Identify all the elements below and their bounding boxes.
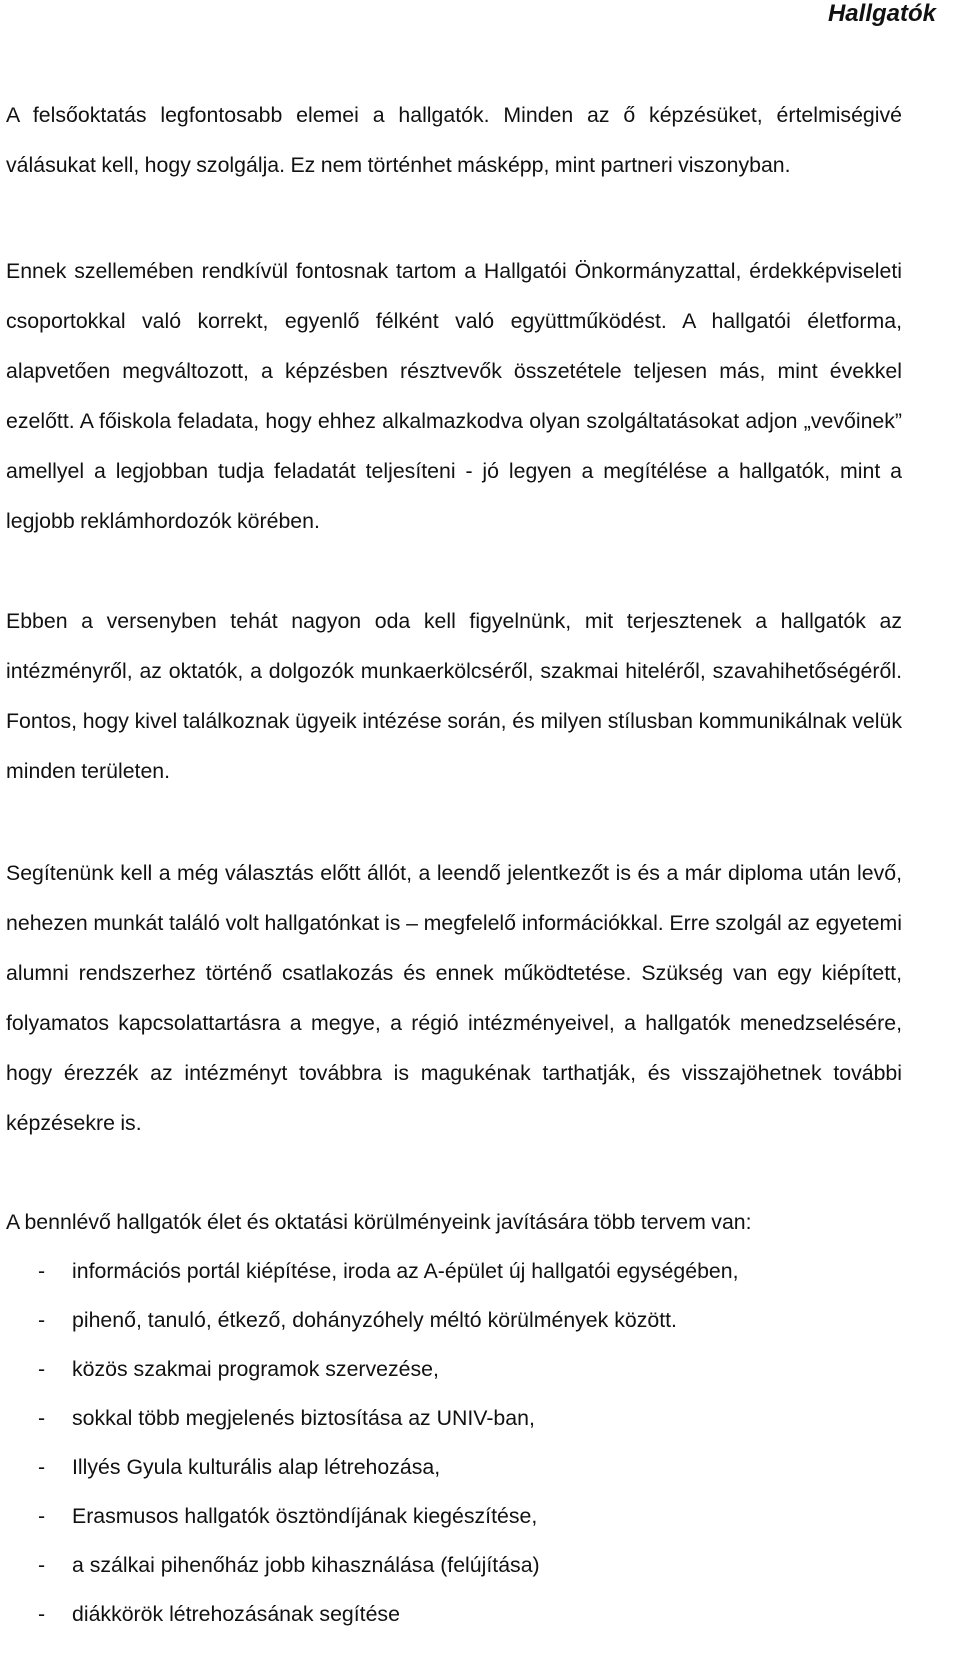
list-item <box>6 1541 902 1590</box>
plans-list <box>6 1247 902 1639</box>
list-item <box>6 1492 902 1541</box>
list-dash: - <box>38 1406 46 1430</box>
paragraph-alumni: Segítenünk kell a még választás előtt állót, a leendő jelentkezőt is és a már diploma után levő, nehezen munkát találó volt hallgatónkat is – megfelelő információkkal. Erre szolgál az egyetemi alumni rendszerhez történő csatlakozás és ennek működtetése. Szükség van egy kiépített, folyamatos kapcsolattartásra a megye, a régió intézményeivel, a hallgatók menedzselésére, hogy érezzék az intézményt továbbra is magukénak tarthatják, és visszajöhetnek további képzésekre is. <box>6 861 902 1135</box>
list-dash: - <box>38 1259 46 1283</box>
list-item-text: sokkal több megjelenés biztosítása az UNIV-ban, <box>72 1406 535 1430</box>
paragraph-competition: Ebben a versenyben tehát nagyon oda kell figyelnünk, mit terjesztenek a hallgatók az intézményről, az oktatók, a dolgozók munkaerkölcséről, szakmai hiteléről, szavahihetőségéről. Fontos, hogy kivel találkoznak ügyeik intézése során, és milyen stílusban kommunikálnak velük minden területen. <box>6 609 902 783</box>
list-dash: - <box>38 1308 46 1332</box>
list-item-text: diákkörök létrehozásának segítése <box>72 1602 400 1626</box>
list-item <box>6 1443 902 1492</box>
paragraph-plans-intro: A bennlévő hallgatók élet és oktatási körülményeink javítására több tervem van: <box>6 1210 752 1234</box>
list-item-text: információs portál kiépítése, iroda az A-épület új hallgatói egységében, <box>72 1259 739 1283</box>
list-item-text: Erasmusos hallgatók ösztöndíjának kiegészítése, <box>72 1504 538 1528</box>
list-dash: - <box>38 1602 46 1626</box>
paragraph-student-government: Ennek szellemében rendkívül fontosnak tartom a Hallgatói Önkormányzattal, érdekképviseleti csoportokkal való korrekt, egyenlő félként való együttműködést. A hallgatói életforma, alapvetően megváltozott, a képzésben résztvevők összetétele teljesen más, mint évekkel ezelőtt. A főiskola feladata, hogy ehhez alkalmazkodva olyan szolgáltatásokat adjon „vevőinek” amellyel a legjobban tudja feladatát teljesíteni - jó legyen a megítélése a hallgatók, mint a legjobb reklámhordozók körében. <box>6 259 902 533</box>
list-item <box>6 1345 902 1394</box>
list-dash: - <box>38 1357 46 1381</box>
paragraph-intro: A felsőoktatás legfontosabb elemei a hallgatók. Minden az ő képzésüket, értelmiségivé válásukat kell, hogy szolgálja. Ez nem történhet másképp, mint partneri viszonyban. <box>6 103 902 177</box>
list-item-text: a szálkai pihenőház jobb kihasználása (felújítása) <box>72 1553 540 1577</box>
list-item <box>6 1247 902 1296</box>
list-item-text: Illyés Gyula kulturális alap létrehozása, <box>72 1455 441 1479</box>
list-dash: - <box>38 1504 46 1528</box>
list-dash: - <box>38 1455 46 1479</box>
list-item-text: közös szakmai programok szervezése, <box>72 1357 439 1381</box>
page-title: Hallgatók <box>827 0 936 27</box>
list-dash: - <box>38 1553 46 1577</box>
list-item <box>6 1394 902 1443</box>
list-item-text: pihenő, tanuló, étkező, dohányzóhely méltó körülmények között. <box>72 1308 677 1332</box>
list-item <box>6 1590 902 1639</box>
list-item <box>6 1296 902 1345</box>
